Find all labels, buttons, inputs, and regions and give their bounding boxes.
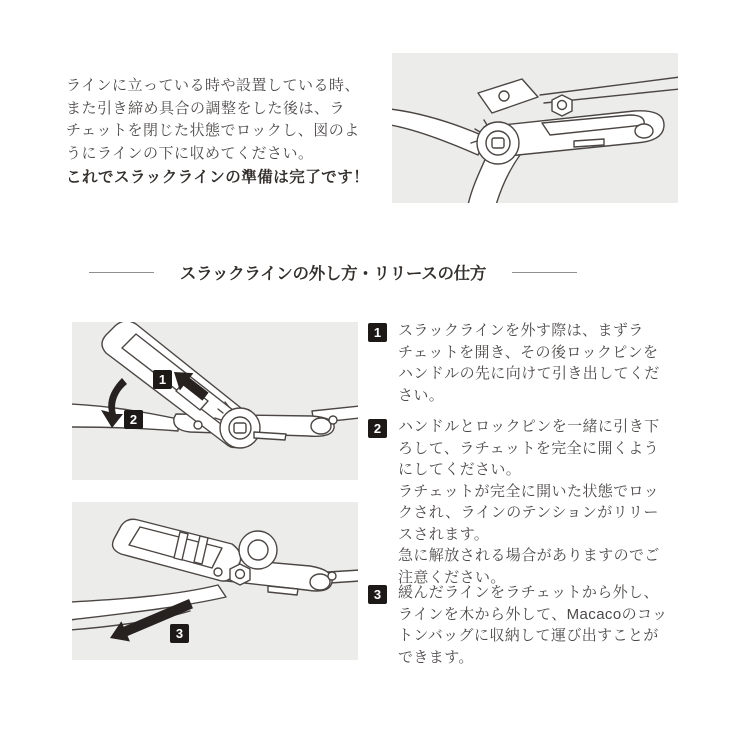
step-1-text [398,320,673,406]
step-2-line: 急に解放される場合がありますのでご [398,547,660,564]
ratchet-opening-illustration [72,322,358,480]
step-2-line: 注意ください。 [398,568,506,586]
step-2-line: ハンドルとロックピンを一緒に引き下 [398,418,660,435]
step-2-line: スされます。 [398,525,490,543]
step-1-line: さい。 [398,386,445,404]
intro-line: うにラインの下に収めてください。 [66,144,314,162]
figure-step-badge-2: 2 [124,410,143,429]
step-1-line: ハンドルの先に向けて引き出してくだ [398,365,660,382]
step-1 [368,320,673,406]
intro-paragraph [66,75,376,189]
step-2 [368,416,673,588]
step-2-line: ろして、ラチェットを完全に開くよう [398,439,660,457]
step-3-badge: 3 [368,585,387,604]
step-3 [368,582,673,668]
step-2-line: にしてください。 [398,461,522,478]
ratchet-stowed-illustration [392,53,678,203]
figure-ratchet-stowed [392,53,678,203]
title-rule-right [512,272,577,273]
setup-complete-text: これでスラックラインの準備は完了です！ [66,169,370,186]
title-rule-left [89,272,154,273]
step-2-text [398,416,673,588]
figure-release-step-3 [72,502,358,660]
step-1-line: スラックラインを外す際は、まずラ [398,322,644,339]
step-1-line: チェットを開き、その後ロックピンを [398,343,659,361]
step-2-line: ラチェットが完全に開いた状態でロッ [398,482,660,500]
figure-release-steps-1-2 [72,322,358,480]
step-3-text [398,582,673,668]
figure-step-badge-3: 3 [170,624,189,643]
step-3-line: できます。 [398,648,474,666]
figure-step-badge-1: 1 [153,370,172,389]
step-2-badge: 2 [368,419,387,438]
intro-line: チェットを閉じた状態でロックし、図のよ [66,122,360,139]
intro-line: また引き締め具合の調整をした後は、ラ [66,99,346,117]
step-2-line: クされ、ラインのテンションがリリー [398,504,659,521]
step-3-line: トンバッグに収納して運び出すことが [398,627,659,644]
step-1-badge: 1 [368,323,387,342]
step-3-line: 緩んだラインをラチェットから外し、 [398,584,659,601]
step-3-line: ラインを木から外して、Macacoのコッ [398,605,668,623]
section-title-row [88,259,578,285]
intro-line: ラインに立っている時や設置している時、 [66,77,361,94]
ratchet-released-illustration [72,502,358,660]
section-title: スラックラインの外し方・リリースの仕方 [179,265,487,283]
